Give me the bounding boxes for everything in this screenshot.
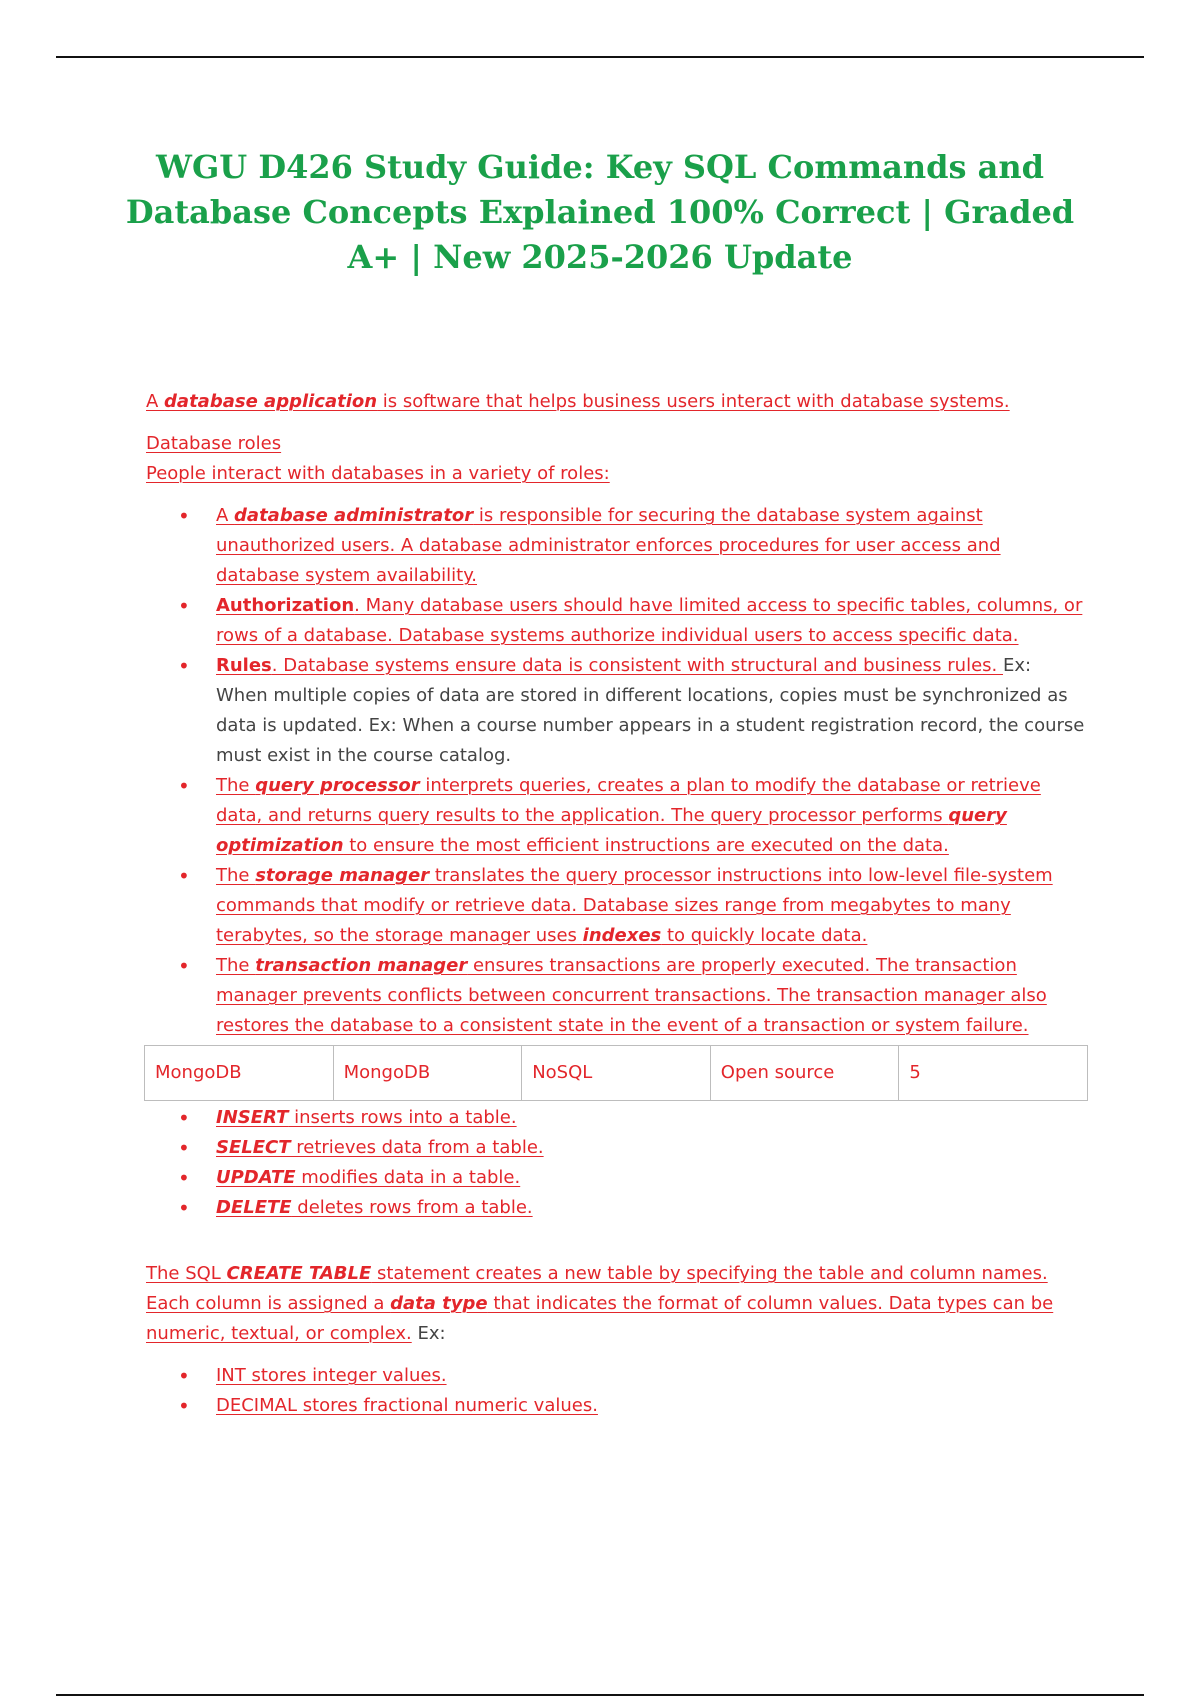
storage-mid: translates the query processor instructions into low-level file-system commands that modify or retrieve data. Database sizes range from megabytes to many terabytes, so the storage manager uses (216, 865, 1053, 946)
bullet-icon: • (178, 594, 190, 618)
insert-term: INSERT (216, 1107, 289, 1128)
database-table (144, 1045, 1088, 1101)
transaction-term: transaction manager (255, 955, 468, 976)
transaction-pre: The (216, 955, 256, 976)
document-title: WGU D426 Study Guide: Key SQL Commands and Database Concepts Explained 100% Correct | Graded A+ | New 2025-2026 Update (125, 148, 1075, 276)
list-item-insert (146, 1103, 1086, 1133)
document-body (146, 387, 1086, 1421)
storage-term: storage manager (255, 865, 430, 886)
roles-list (146, 501, 1086, 1041)
auth-post: . Many database users should have limited access to specific tables, columns, or rows of a database. Database systems authorize individual users to access specific data. (216, 595, 1083, 646)
bullet-icon: • (178, 1394, 190, 1418)
table-row (145, 1046, 1088, 1101)
bullet-icon: • (178, 654, 190, 678)
auth-term: Authorization (216, 595, 355, 616)
roles-heading: Database roles (146, 433, 282, 454)
bullet-icon: • (178, 774, 190, 798)
transaction-post: ensures transactions are properly executed. The transaction manager prevents conflicts between concurrent transactions. The transaction manager also restores the database to a consistent state in the event of a transaction or system failure. (216, 955, 1047, 1036)
create-mid: statement creates a new table by specifying the table and column names. Each column is assigned a (146, 1263, 1048, 1314)
admin-post: is responsible for securing the database system against unauthorized users. A database administrator enforces procedures for user access and database system availability. (216, 505, 1001, 586)
bullet-icon: • (178, 504, 190, 528)
create-term2: data type (390, 1293, 488, 1314)
intro-term: database application (164, 391, 378, 412)
delete-term: DELETE (216, 1197, 292, 1218)
bullet-icon: • (178, 1106, 190, 1130)
table-cell: Open source (710, 1046, 899, 1101)
data-types-list (146, 1361, 1086, 1421)
intro-pre: A (146, 391, 165, 412)
create-post: that indicates the format of column values. Data types can be numeric, textual, or complex. (146, 1293, 1054, 1344)
query-term2: query optimization (216, 805, 1007, 856)
list-item-int (146, 1361, 1086, 1391)
update-post: modifies data in a table. (295, 1167, 521, 1188)
create-pre: The SQL (146, 1263, 227, 1284)
roles-heading-block (146, 429, 1086, 459)
create-term: CREATE TABLE (226, 1263, 372, 1284)
query-pre: The (216, 775, 256, 796)
query-mid: interprets queries, creates a plan to modify the database or retrieve data, and returns query results to the application. The query processor performs (216, 775, 1041, 826)
storage-post: to quickly locate data. (661, 925, 868, 946)
table-cell: MongoDB (333, 1046, 522, 1101)
rules-term: Rules (216, 655, 272, 676)
list-item-storage-manager (146, 861, 1086, 951)
select-post: retrieves data from a table. (290, 1137, 544, 1158)
create-example: Ex: (411, 1323, 446, 1344)
query-term: query processor (255, 775, 420, 796)
delete-post: deletes rows from a table. (291, 1197, 533, 1218)
storage-pre: The (216, 865, 256, 886)
table-cell: NoSQL (522, 1046, 711, 1101)
list-item-delete (146, 1193, 1086, 1223)
intro-paragraph (146, 387, 1086, 417)
bullet-icon: • (178, 1364, 190, 1388)
bullet-icon: • (178, 1166, 190, 1190)
bullet-icon: • (178, 864, 190, 888)
admin-term: database administrator (234, 505, 474, 526)
create-table-paragraph (146, 1259, 1086, 1349)
list-item-query-processor (146, 771, 1086, 861)
admin-pre: A (216, 505, 235, 526)
list-item-decimal (146, 1391, 1086, 1421)
update-term: UPDATE (216, 1167, 296, 1188)
table-cell: MongoDB (145, 1046, 334, 1101)
intro-post: is software that helps business users interact with database systems. (377, 391, 1010, 412)
rules-example: Ex: When multiple copies of data are stored in different locations, copies must be synchronized as data is updated. Ex: When a course number appears in a student registration record, the course must exist in the course catalog. (216, 655, 1085, 766)
insert-post: inserts rows into a table. (288, 1107, 517, 1128)
list-item-authorization (146, 591, 1086, 651)
list-item-admin (146, 501, 1086, 591)
select-term: SELECT (216, 1137, 291, 1158)
list-item-transaction-manager (146, 951, 1086, 1041)
query-post: to ensure the most efficient instructions are executed on the data. (343, 835, 949, 856)
table-cell: 5 (899, 1046, 1088, 1101)
bullet-icon: • (178, 1136, 190, 1160)
roles-intro: People interact with databases in a variety of roles: (146, 463, 610, 484)
rules-post: . Database systems ensure data is consistent with structural and business rules. (271, 655, 1003, 676)
roles-intro-block (146, 459, 1086, 489)
decimal-text: DECIMAL stores fractional numeric values. (216, 1395, 598, 1416)
bullet-icon: • (178, 1196, 190, 1220)
list-item-update (146, 1163, 1086, 1193)
list-item-select (146, 1133, 1086, 1163)
storage-term2: indexes (582, 925, 662, 946)
bottom-rule (56, 1694, 1144, 1696)
int-text: INT stores integer values. (216, 1365, 447, 1386)
bullet-icon: • (178, 954, 190, 978)
sql-commands-list (146, 1103, 1086, 1223)
list-item-rules (146, 651, 1086, 771)
top-rule (56, 56, 1144, 58)
